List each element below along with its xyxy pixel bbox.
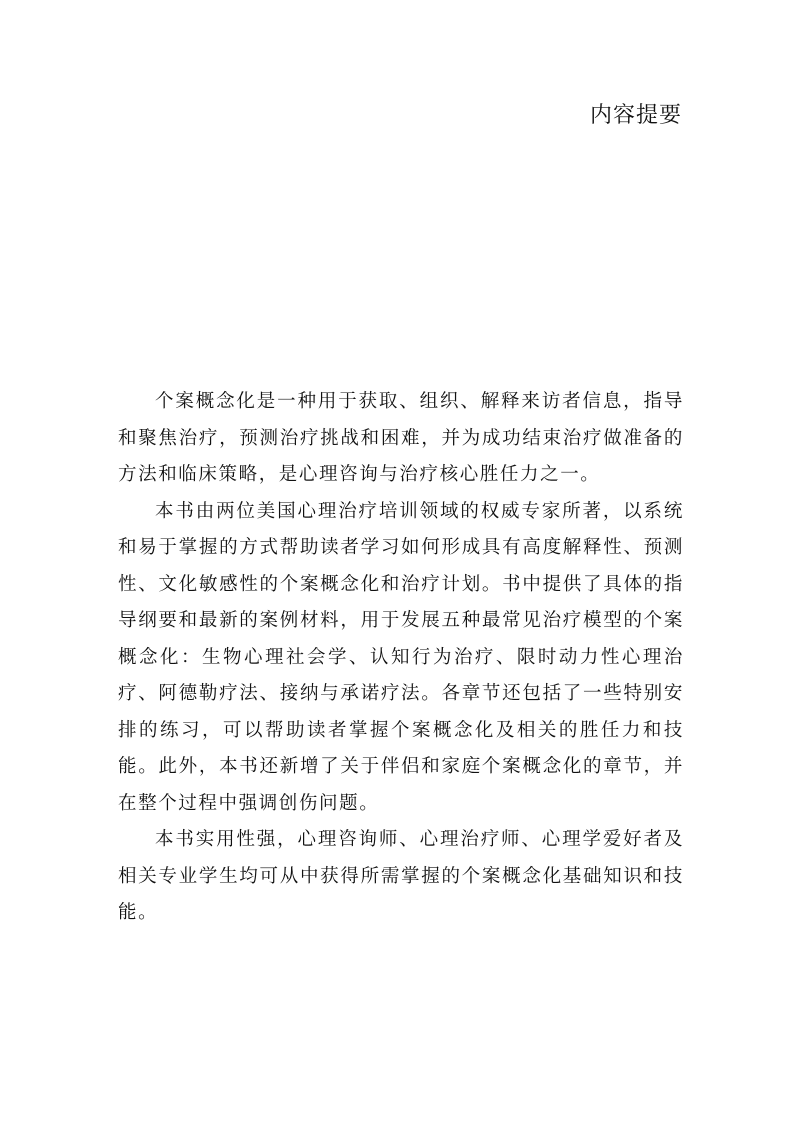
summary-body [118,384,684,932]
page-title: 内容提要 [589,103,682,128]
paragraph-2: 本书由两位美国心理治疗培训领域的权威专家所著，以系统和易于掌握的方式帮助读者学习如何形成具有高度解释性、预测性、文化敏感性的个案概念化和治疗计划。书中提供了具体的指导纲要和最新的案例材料，用于发展五种最常见治疗模型的个案概念化：生物心理社会学、认知行为治疗、限时动力性心理治疗、阿德勒疗法、接纳与承诺疗法。各章节还包括了一些特别安排的练习，可以帮助读者掌握个案概念化及相关的胜任力和技能。此外，本书还新增了关于伴侣和家庭个案概念化的章节，并在整个过程中强调创伤问题。 [118,500,684,814]
paragraph-3: 本书实用性强，心理咨询师、心理治疗师、心理学爱好者及相关专业学生均可从中获得所需掌握的个案概念化基础知识和技能。 [118,829,684,923]
paragraph-1: 个案概念化是一种用于获取、组织、解释来访者信息，指导和聚焦治疗，预测治疗挑战和困难，并为成功结束治疗做准备的方法和临床策略，是心理咨询与治疗核心胜任力之一。 [118,391,684,485]
